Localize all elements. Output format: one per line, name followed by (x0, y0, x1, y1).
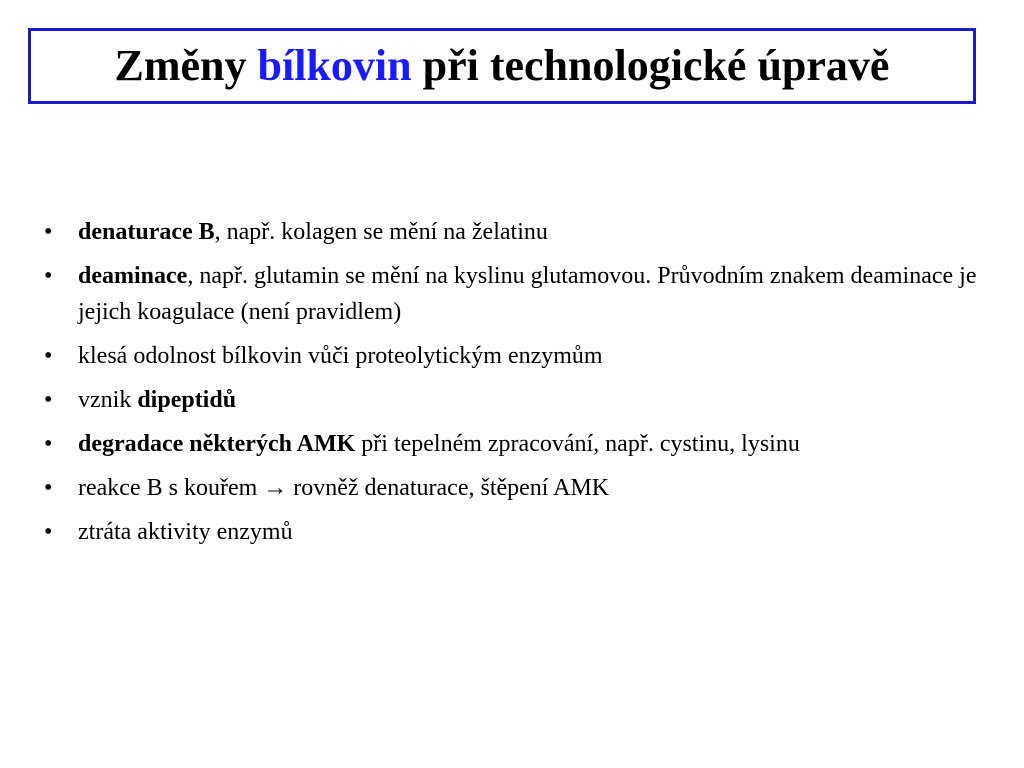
bullet-text: reakce B s kouřem → rovněž denaturace, štěpení AMK (78, 475, 610, 501)
bullet-item-deamination (44, 258, 984, 330)
bullet-item-enzymes (44, 514, 984, 550)
bullet-text: při tepelném zpracování, např. cystinu, lysinu (355, 431, 800, 457)
bullet-bold: denaturace B (78, 219, 215, 245)
bullet-item-degradation (44, 426, 984, 462)
bullet-text: klesá odolnost bílkovin vůči proteolytickým enzymům (78, 343, 603, 369)
slide-title (114, 41, 890, 90)
bullet-bold: degradace některých AMK (78, 431, 356, 457)
bullet-item-denaturation (44, 214, 984, 250)
bullet-text: ztráta aktivity enzymů (78, 519, 293, 545)
bullet-item-smoke (44, 470, 984, 506)
bullet-text: , např. kolagen se mění na želatinu (214, 219, 548, 245)
bullet-bold: deaminace (78, 263, 188, 289)
title-box (28, 28, 976, 104)
bullet-list (44, 214, 984, 558)
title-part-1: Změny (114, 41, 258, 90)
title-accent: bílkovin (257, 41, 412, 90)
bullet-text: , např. glutamin se mění na kyslinu glutamovou. Průvodním znakem deaminace je jejich koagulace (není pravidlem) (78, 263, 977, 325)
bullet-bold: dipeptidů (137, 387, 237, 413)
bullet-text: vznik (78, 387, 138, 413)
bullet-item-resistance (44, 338, 984, 374)
bullet-item-dipeptides (44, 382, 984, 418)
title-part-2: při technologické úpravě (411, 41, 890, 90)
